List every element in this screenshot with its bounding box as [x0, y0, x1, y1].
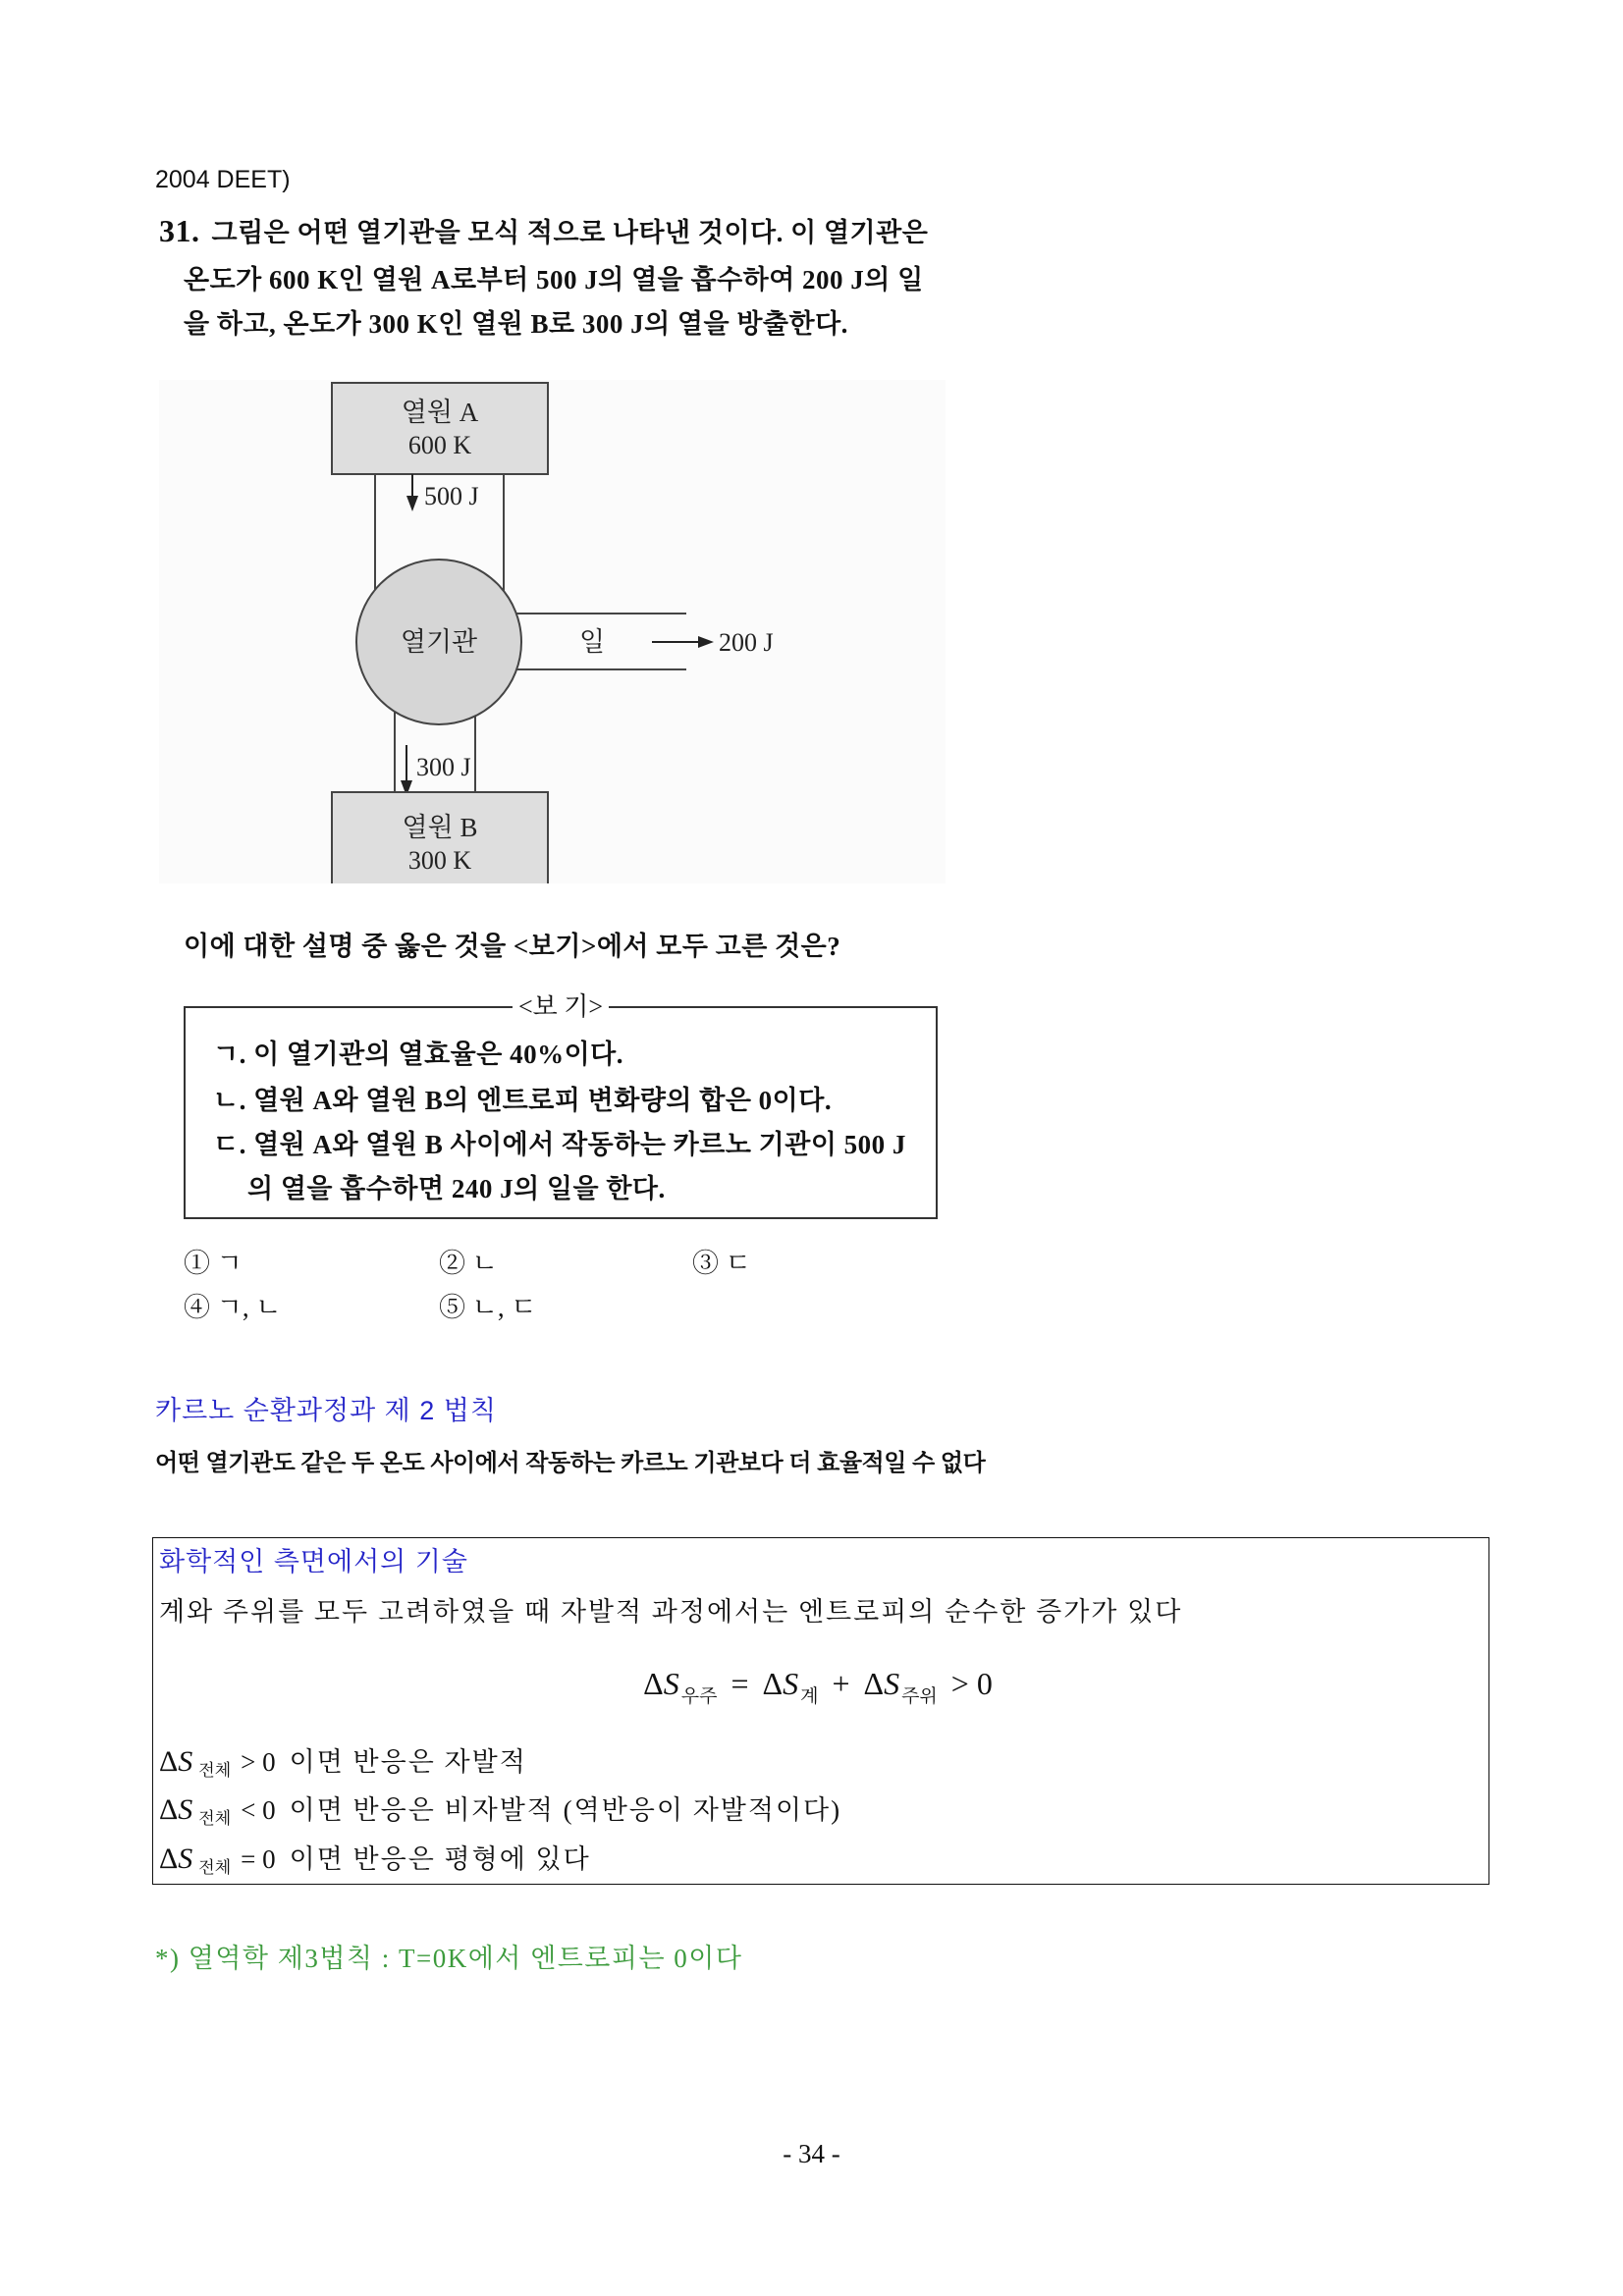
chemical-perspective-box [152, 1537, 1489, 1885]
choice-5: ⑤ ㄴ, ㄷ [439, 1293, 537, 1322]
condition-text: 이면 반응은 비자발적 (역반응이 자발적이다) [289, 1795, 842, 1825]
condition-text: 이면 반응은 평형에 있다 [289, 1844, 591, 1874]
engine-circle [356, 560, 521, 724]
condition-symbol: ΔS [159, 1793, 193, 1826]
choices-row-2 [184, 1292, 949, 1322]
reservoir-a-name: 열원 A [401, 398, 479, 427]
heat-engine-diagram [159, 380, 946, 883]
equation-operator: + [832, 1666, 850, 1701]
chemical-box-title: 화학적인 측면에서의 기술 [159, 1547, 468, 1576]
condition-relation: > 0 [241, 1747, 276, 1777]
entropy-equation [153, 1662, 1488, 1711]
equation-symbol: ΔS [643, 1666, 679, 1701]
choice-4: ④ ㄱ, ㄴ [184, 1293, 282, 1322]
carnot-section-title: 카르노 순환과정과 제 2 법칙 [155, 1396, 497, 1425]
equation-subscript: 주위 [901, 1686, 938, 1707]
condition-subscript: 전체 [198, 1809, 232, 1828]
bogi-item: ㄷ. 열원 A와 열원 B 사이에서 작동하는 카르노 기관이 500 J [213, 1130, 906, 1159]
carnot-statement: 어떤 열기관도 같은 두 온도 사이에서 작동하는 카르노 기관보다 더 효율적일 수 없다 [155, 1450, 986, 1476]
reservoir-a [332, 383, 548, 474]
condition-text: 이면 반응은 자발적 [289, 1747, 527, 1777]
question-line-3: 을 하고, 온도가 300 K인 열원 B로 300 J의 열을 방출한다. [184, 309, 848, 339]
reservoir-b [332, 792, 548, 883]
bogi-box [184, 992, 938, 1219]
reservoir-b-name: 열원 B [402, 813, 478, 842]
condition-row [159, 1745, 527, 1783]
source-label: 2004 DEET) [155, 166, 291, 193]
equation-subscript: 우주 [680, 1686, 718, 1707]
work-value: 200 J [719, 628, 774, 657]
bogi-title: <보 기> [513, 991, 609, 1023]
question-prompt: 이에 대한 설명 중 옳은 것을 <보기>에서 모두 고른 것은? [184, 932, 841, 961]
question-line-2: 온도가 600 K인 열원 A로부터 500 J의 열을 흡수하여 200 J의 일 [184, 265, 924, 294]
chemical-box-text: 계와 주위를 모두 고려하였을 때 자발적 과정에서는 엔트로피의 순수한 증가가 있다 [159, 1597, 1183, 1627]
choice-2: ② ㄴ [439, 1249, 498, 1278]
engine-label: 열기관 [400, 627, 478, 657]
condition-subscript: 전체 [198, 1761, 232, 1780]
condition-row [159, 1842, 591, 1880]
equation-subscript: 계 [800, 1686, 819, 1707]
choice-3: ③ ㄷ [692, 1249, 751, 1278]
reservoir-a-temp: 600 K [407, 431, 472, 459]
heat-in-label: 500 J [424, 482, 479, 510]
work-label: 일 [578, 627, 606, 657]
condition-subscript: 전체 [198, 1858, 232, 1877]
heat-out-label: 300 J [416, 753, 471, 781]
third-law-footnote: *) 열역학 제3법칙 : T=0K에서 엔트로피는 0이다 [155, 1944, 743, 1973]
equation-operator: > 0 [950, 1666, 993, 1701]
bogi-item: ㄴ. 열원 A와 열원 B의 엔트로피 변화량의 합은 0이다. [213, 1086, 833, 1115]
choice-1: ① ㄱ [184, 1249, 243, 1278]
equation-symbol: ΔS [863, 1666, 900, 1701]
reservoir-b-temp: 300 K [407, 846, 472, 875]
condition-relation: = 0 [241, 1844, 276, 1874]
equation-symbol: ΔS [762, 1666, 799, 1701]
question-text: 그림은 어떤 열기관을 모식 적으로 나타낸 것이다. 이 열기관은 [211, 218, 929, 247]
bogi-item: ㄱ. 이 열기관의 열효율은 40%이다. [213, 1040, 623, 1069]
page-number: - 34 - [783, 2139, 840, 2168]
condition-row [159, 1793, 841, 1831]
question-line-1 [159, 215, 928, 248]
bogi-item-continuation: 의 열을 흡수하면 240 J의 일을 한다. [247, 1174, 666, 1203]
condition-relation: < 0 [241, 1795, 276, 1825]
question-number: 31. [159, 213, 200, 248]
equation-operator: = [730, 1666, 749, 1701]
condition-symbol: ΔS [159, 1842, 193, 1875]
condition-symbol: ΔS [159, 1745, 193, 1778]
